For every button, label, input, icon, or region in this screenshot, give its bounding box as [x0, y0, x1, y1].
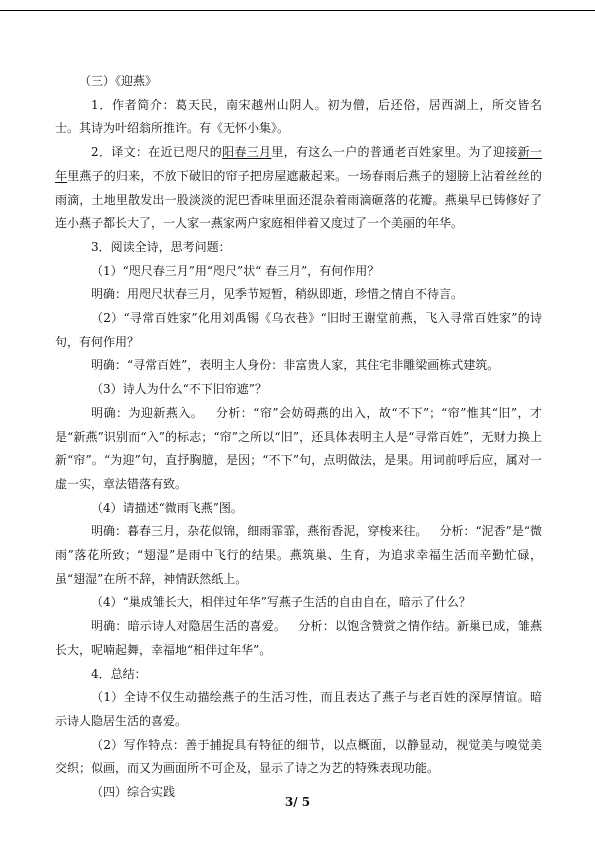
reading-questions-title: 3．阅读全诗，思考问题： — [91, 239, 231, 254]
answer-4 — [55, 520, 542, 591]
answer-3-analysis: 分析：“帘”会妨碍燕的出入，故“不下”；“帘”惟其“旧”，才是“新燕”识别而“入”的标志；“帘”之所以“旧”，还具体表明主人是“寻常百姓”，无财力换上新“帘”。“为迎”句，直抒胸臆，是因；“不下”句，点明做法，是果。用词前呼后应，属对一虚一实，章法错落有致。 — [55, 405, 542, 491]
question-5: （4）“巢成雏长大，相伴过年华”写燕子生活的自由自在，暗示了什么？ — [91, 595, 471, 610]
question-4: （4）请描述“微雨飞燕”图。 — [91, 500, 243, 515]
author-intro: 1．作者简介：葛天民，南宋越州山阴人。初为僧，后还俗，居西湖上，所交皆名士。其诗为叶绍翁所推许。有《无怀小集》。 — [55, 97, 542, 136]
summary-2: （2）写作特点：善于捕捉具有特征的细节，以点概面，以静显动，视觉美与嗅觉美交织；似画，而又为画面所不可企及，显示了诗之为艺的特殊表现功能。 — [55, 737, 542, 776]
answer-3 — [55, 402, 542, 497]
translation-underline-spring: 阳春三月 — [222, 145, 272, 160]
summary-title: 4．总结： — [91, 666, 147, 681]
summary-1: （1）全诗不仅生动描绘燕子的生活习性，而且表达了燕子与老百姓的深厚情谊。暗示诗人隐居生活的喜爱。 — [55, 690, 542, 728]
answer-4-analysis: 分析：“泥香”是“微雨”落花所致；“翅湿”是雨中飞行的结果。燕筑巢、生育，为追求幸福生活而辛勤忙碌，虽“翅湿”在所不辞，神情跃然纸上。 — [55, 524, 542, 586]
answer-1: 明确：用咫尺状春三月，见季节短暂，稍纵即逝，珍惜之情自不待言。 — [91, 287, 464, 302]
question-1: （1）“咫尺春三月”用“咫尺”状“ 春三月”，有何作用？ — [91, 263, 380, 278]
translation — [55, 141, 542, 236]
document-body — [55, 70, 542, 805]
question-2: （2）“寻常百姓家”化用刘禹锡《乌衣巷》“旧时王谢堂前燕，飞入寻常百姓家”的诗句，有何作用？ — [55, 311, 542, 349]
answer-2: 明确：“寻常百姓”，表明主人身份：非富贵人家，其住宅非雕梁画栋式建筑。 — [91, 358, 500, 373]
question-3: （3）诗人为什么“不下旧帘遮”？ — [91, 382, 267, 397]
translation-text-post: 里燕子的归来，不放下破旧的帘子把房屋遮蔽起来。一场春雨后燕子的翅膀上沾着丝丝的雨滴，土地里散发出一股淡淡的泥巴香味里面还混杂着雨滴砸落的花瓣。燕巢早已铸修好了连小燕子都长大了，一人家一燕家两户家庭相伴着又度过了一个美丽的年华。 — [55, 168, 542, 231]
answer-5 — [55, 615, 542, 662]
answer-5-analysis: 分析：以饱含赞赏之情作结。新巢已成，雏燕长大，呢喃起舞，幸福地“相伴过年华”。 — [55, 619, 542, 657]
translation-text-pre: 2．译文：在近已咫尺的 — [91, 145, 223, 160]
section-heading-yingyan: （三）《迎燕》 — [79, 74, 158, 88]
answer-4-statement: 明确：暮春三月，杂花似锦，细雨霏霏，燕衔香泥，穿梭来往。 — [91, 524, 428, 539]
answer-3-statement: 明确：为迎新燕入。 — [91, 405, 204, 420]
header-rule — [0, 10, 595, 11]
translation-underline-newyear: 新一年 — [55, 145, 542, 183]
translation-text-mid: 里，有这么一户的普通老百姓家里。为了迎接 — [271, 145, 518, 160]
page-number: 3/ 5 — [284, 795, 311, 809]
answer-5-statement: 明确：暗示诗人对隐居生活的喜爱。 — [91, 619, 287, 634]
section-heading-practice: （四）综合实践 — [91, 785, 176, 800]
